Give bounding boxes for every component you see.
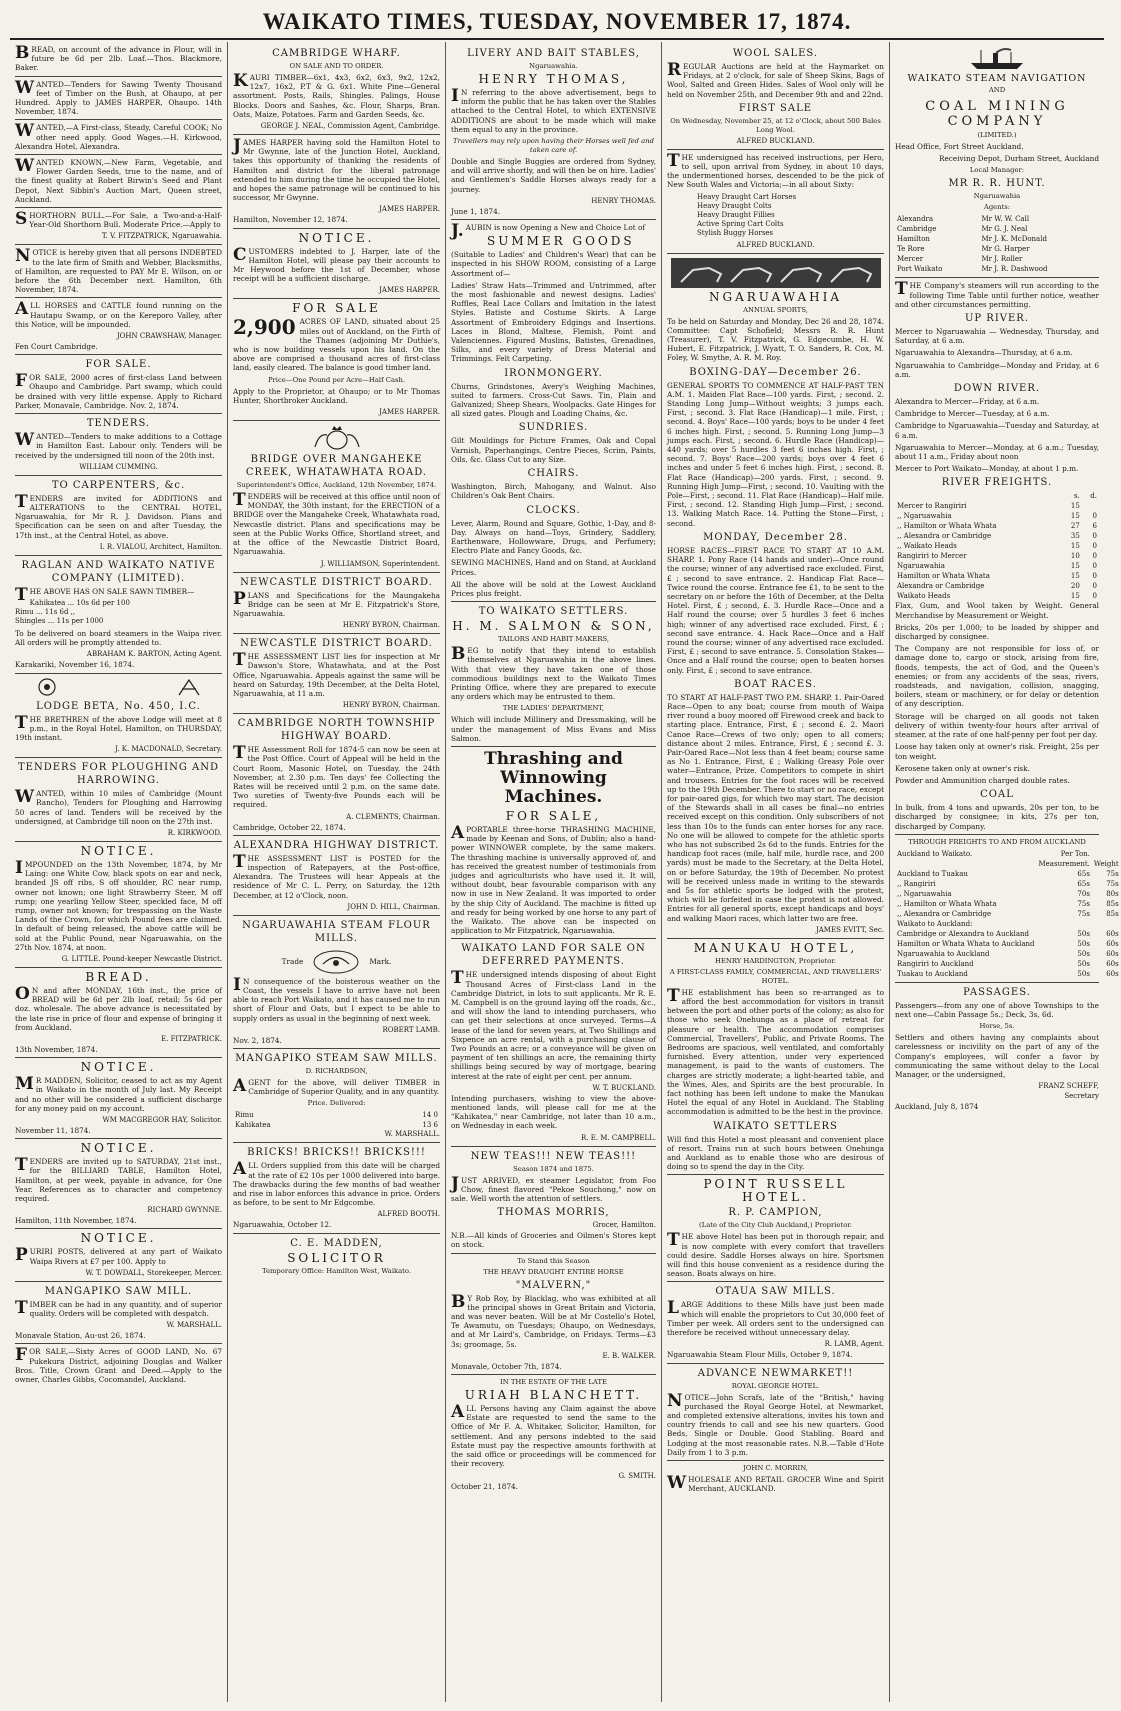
carpenters-signature: I. R. VIALOU, Architect, Hamilton. <box>99 542 222 551</box>
land-signature: W. T. BUCKLAND. <box>592 1083 656 1092</box>
ad-carpenters: TENDERS are invited for ADDITIONS and ALTERATIONS to the CENTRAL HOTEL, Ngaruawahia, for Mr R. J. Davidson. Plans and Specification can be seen on and after Tuesday, the 17th inst., at the Central Hotel, as above. <box>15 491 222 540</box>
for-sale-title-2: FOR SALE <box>292 301 381 316</box>
ad-newcastle2: THE ASSESSMENT LIST lies for inspection at Mr Dawson's Store, Whatawhata, and at the Post Office, Ngaruawahia. Appeals against the same will be heard on Saturday, 19th December, at the Delta Hotel, Ngaruawahia, at 11 a.m. <box>233 650 440 698</box>
morrin-name: JOHN C. MORRIN, <box>743 1463 808 1472</box>
table-row: Port Waikato Mr J. R. Dashwood <box>897 265 1048 274</box>
ad-customers: CUSTOMERS indebted to J. Harper, late of the Hamilton Hotel, will please pay their accounts to Mr Heywood before the 1st of December, whose receipt will be a sufficient discharge. <box>233 244 440 284</box>
msm-title: MANGAPIKO STEAM SAW MILLS. <box>235 1052 438 1064</box>
ad-notice-indebted: NOTICE is hereby given that all persons INDEBTED to the late firm of Smith and Webber, Blacksmiths, of Hamilton, are requested to PAY Mr E. Wilson, on or before the 6th December next. Hamilton, 6th November, 1874. <box>15 246 222 295</box>
ad-teas: JUST ARRIVED, ex steamer Legislator, from Foo Chow, finest flavored "Pekoe Souchong," now on sale. Well worth the attention of settlers. <box>451 1173 656 1204</box>
newcastle2-title: NEWCASTLE DISTRICT BOARD. <box>240 638 433 650</box>
first-sale-body: On Wednesday, November 25, at 12 o'Clock, about 500 Bales Long Wool. <box>670 116 881 134</box>
thrash-title: Thrashing and Winnowing Machines. <box>484 748 623 807</box>
msm-price-table <box>233 1110 440 1130</box>
horses-place: Fen Court Cambridge. <box>15 342 98 352</box>
msm-signature: W. MARSHALL. <box>384 1130 440 1139</box>
ad-otaua: LARGE Additions to these Mills have just been made which will enable the proprietors to Cut 30,000 feet of Timber per week. All orders sent to the undersigned can therefore be received without unnecessary delay. <box>667 1298 884 1338</box>
sports-signature: JAMES EVITT, Sec. <box>815 925 884 934</box>
flour-title: NGARUAWAHIA STEAM FLOUR MILLS. <box>242 919 431 944</box>
list-item: Heavy Draught Fillies <box>697 210 775 219</box>
down-1: Alexandra to Mercer—Friday, at 6 a.m. <box>895 397 1040 407</box>
salmon-sub: TAILORS AND HABIT MAKERS, <box>497 635 610 644</box>
mangapiko-title: MANGAPIKO SAW MILL. <box>44 1285 193 1297</box>
table-row: Auckland to Tuakau 65s 75s <box>897 869 1119 878</box>
boat-races: BOAT RACES. <box>734 678 817 690</box>
thomas-travellers: Travellers may rely upon having their Horses well fed and taken care of. <box>453 137 654 155</box>
table-row: ,, Hamilton or Whata Whata 75s 85s <box>897 899 1119 908</box>
manager-name: MR R. R. HUNT. <box>948 178 1046 190</box>
otaua-title: OTAUA SAW MILLS. <box>715 1286 836 1298</box>
ad-kauri: KAURI TIMBER—6x1, 4x3, 6x2, 6x3, 9x2, 12x2, 12x7, 16x2, P.T & G. 6x1. White Pine—General assortment. Posts, Rails, Shingles. Palings, House Blocks. Doors and Sashes, &c. Flour, Sharps, Bran. Oats, Maize, Potatoes. Farm and Garden Seeds, &c. <box>233 71 440 119</box>
ad-thomas: IN referring to the above advertisement, begs to inform the public that he has taken over the Stables attached to the Central Hotel, to which EXTENSIVE ADDITIONS are about to be made which will make them equal to any in the province. <box>451 86 656 134</box>
table-row: Hamilton or Whata Whata to Auckland 50s 60s <box>897 939 1119 948</box>
coal-body: In bulk, from 4 tons and upwards, 20s per ton, to be discharged by consignee; in kits, 27s per ton, discharged by Company. <box>895 803 1099 831</box>
wool-signature: ALFRED BUCKLAND. <box>736 136 815 145</box>
monday-title: MONDAY, December 28. <box>703 531 848 543</box>
plough-title: TENDERS FOR PLOUGHING AND HARROWING. <box>17 762 219 787</box>
flax-note: Flax, Gum, and Wool taken by Weight. General Merchandise by Measurement or Weight. <box>895 601 1099 620</box>
table-row: Cambridge or Alexandra to Auckland 50s 60s <box>897 929 1119 938</box>
manukau-sub: A FIRST-CLASS FAMILY, COMMERCIAL, AND TRAVELLERS' HOTEL. <box>669 967 882 985</box>
raglan-delivery: To be delivered on board steamers in the Waipa river. All orders will be promptly attended to. <box>15 628 222 648</box>
cambridge-wharf-sub: ON SALE AND TO ORDER. <box>289 62 384 70</box>
carpenters-title: TO CARPENTERS, &c. <box>51 479 186 491</box>
table-row: Mercer to Rangiriri 15 <box>897 502 1080 511</box>
freights-table <box>895 491 1099 601</box>
kerosene-note: Kerosene taken only at owner's risk. <box>895 763 1030 773</box>
list-item: Active Spring Cart Colts <box>697 219 784 228</box>
sports-body: To be held on Saturday and Monday, Dec 26 and 28, 1874. Committee: Capt Schofield; Messrs R. R. Hunt (Treasurer), T. V. Fitzpatrick, G. Edgecumbe, H. W. Hubert, E. Fitzpatrick, J. Wyatt, T. O. Sanders, R. Cox, M. Foley, W. Smythe, A. R. M. Roy. <box>667 316 884 363</box>
bricks-signature: ALFRED BOOTH. <box>377 1210 440 1219</box>
horse-race-icon <box>671 258 881 288</box>
agents-label: Agents: <box>983 203 1011 212</box>
sundries-title: SUNDRIES. <box>518 422 589 434</box>
estate-signature: G. SMITH. <box>618 1471 656 1480</box>
masonic-emblems-icon <box>29 677 209 697</box>
monday-events: HORSE RACES—FIRST RACE TO START AT 10 A.M. SHARP. 1. Pony Race (14 hands and under)—Once round the course; winner of any advertised race excluded. First, £ ; second to save entrance. 2. Handicap Flat Race—Twice round the course. Entrance fee £1, to be sent to the secretary on or before the 16th of December, at the Delta Hotel. First, £ ; second, £. 3. Hurdle Race—Once and a Half round the course; over 5 hurdles 3 feet 6 inches high; winner of any advertised race excluded. First, £ ; second save entrance. 4. Hack Race—Once and a Half round the course; winner of any advertised race excluded. First, £ ; second to save entrance. 5. Consolation Stakes—Once and a Half round the course; open to beaten horses only. First, £ ; second to save entrance. <box>667 545 884 675</box>
trade-label: Trade <box>281 956 304 966</box>
russell-sub: (Late of the City Club Auckland,) Proprietor. <box>699 1221 852 1230</box>
ad-newcastle1: PLANS and Specifications for the Maungakeha Bridge can be seen at Mr E. Fitzpatrick's Store, Ngaruawahia. <box>233 588 440 618</box>
columns <box>10 42 1119 1702</box>
bread-signature: E. FITZPATRICK. <box>161 1035 222 1043</box>
table-row: ,, Waikato Heads 15 0 <box>897 542 1097 551</box>
alex-signature: JOHN D. HILL, Chairman. <box>347 902 440 911</box>
list-item: Heavy Draught Cart Horses <box>697 192 797 201</box>
trademark-icon <box>309 949 363 975</box>
bread-title: BREAD. <box>85 969 152 984</box>
head-office: Head Office, Fort Street Auckland. <box>895 142 1024 151</box>
coal-heading: COAL <box>980 789 1014 801</box>
thrash-sale: FOR SALE, <box>505 808 602 823</box>
complaints-note: Settlers and others having any complaints about carelessness or incivility on the part of any of the Company's employees, will confer a favor by communicating the same without delay to the Local Manager, or the undersigned, <box>895 1033 1099 1079</box>
thomas-signature: HENRY THOMAS. <box>591 196 656 205</box>
bread-date: 13th November, 1874. <box>15 1045 98 1054</box>
manukau-settlers: WAIKATO SETTLERS <box>713 1120 838 1132</box>
cnt-signature: A. CLEMENTS, Chairman. <box>346 812 440 821</box>
coal-mining-title: COAL MINING COMPANY <box>925 99 1069 129</box>
acres-apply: Apply to the Proprietor, at Ohaupo; or to Mr Thomas Hunter, Shortbroker Auckland. <box>233 386 440 405</box>
bridge-office: Superintendent's Office, Auckland, 12th November, 1874. <box>236 481 437 490</box>
table-row: ,, Alexandra or Cambridge 35 0 <box>897 532 1097 541</box>
table-row: Ngaruawahia 15 0 <box>897 562 1097 571</box>
manukau-title: MANUKAU HOTEL, <box>693 940 858 955</box>
horse-signature: E. B. WALKER. <box>602 1351 656 1360</box>
stand-season: To Stand this Season <box>517 1256 590 1265</box>
newmarket-sub: ROYAL GEORGE HOTEL. <box>731 1381 820 1390</box>
summer-goods: SUMMER GOODS <box>487 234 635 249</box>
russell-name: R. P. CAMPION, <box>728 1207 823 1219</box>
summer-sub: (Suitable to Ladies' and Children's Wear) that can be inspected in his SHOW ROOM, consisting of a Large Assortment of— <box>451 250 656 278</box>
aubin-intro: J.AUBIN is now Opening a New and Choice Lot of <box>451 221 646 242</box>
loose-hay-note: Loose hay taken only at owner's risk. Freight, 25s per ton weight. <box>895 742 1099 761</box>
land-signature-2: R. E. M. CAMPBELL. <box>581 1133 656 1142</box>
ad-billiard: TENDERS are invited up to SATURDAY, 21st inst., for the BILLIARD TABLE, Hamilton Hotel, Hamilton, at per week, payable in advance, for One Year. References as to character and competency required. <box>15 1155 222 1204</box>
ad-salmon: BEG to notify that they intend to establish themselves at Ngaruawahia in the above lines. With that view they have taken one of those commodious buildings next to the Waikato Times Printing Office, where they are prepared to execute any orders which may be entrusted to them. <box>451 644 656 702</box>
horses-signature: JOHN CRAWSHAW, Manager. <box>116 332 222 341</box>
table-row: Mercer Mr J. Roller <box>897 255 1023 264</box>
morris-role: Grocer, Hamilton. <box>592 1221 656 1230</box>
masthead: WAIKATO TIMES, TUESDAY, NOVEMBER 17, 1874. <box>262 9 852 34</box>
ad-manukau: THE establishment has been so re-arranged as to afford the best accommodation for visitors in transit between the port and other ports of the colony; as also for those who seek Onehunga as a place of retreat for pleasure or health. The accommodation comprises Commercial, Travellers', Public, and Private Rooms. The Bedrooms are spacious, well ventilated, and comfortably furnished. Every attention, under very experienced management, is paid to the wants of customers. The charges are strictly moderate; a light-hearted table, and the Wines, Ales, and Spirits are the best procurable. In fact nothing has been left undone to make the Manukau Hotel the equal of any Hotel in Auckland. The Stabling accommodation is admitted to be the best in the province. <box>667 985 884 1117</box>
trade-mark <box>233 949 440 975</box>
ironmongery-title: IRONMONGERY. <box>504 367 603 379</box>
cnt-date: Cambridge, October 22, 1874. <box>233 822 346 832</box>
ad-acres <box>233 317 440 372</box>
customers-signature: JAMES HARPER. <box>379 286 440 295</box>
table-row: ,, Hamilton or Whata Whata 27 6 <box>897 522 1097 531</box>
list-item: Kahikatea ... 10s 6d per 100 <box>29 598 130 607</box>
table-row: Te Rore Mr G. Harper <box>897 245 1030 254</box>
livery-place: Ngaruawahia. <box>529 62 578 70</box>
estate-title: IN THE ESTATE OF THE LATE <box>500 1378 607 1387</box>
ad-for-sale-2: FOR SALE,—Sixty Acres of GOOD LAND, No. 67 Pukekura District, adjoining Douglas and Walker Bros. Title, Crown Grant and Deed.—Apply to the owner, Charles Gibbs, Cocomandel, Auckland. <box>15 1345 222 1385</box>
billiard-signature: RICHARD GWYNNE. <box>147 1206 222 1215</box>
raglan-signature: ABRAHAM K. BARTON, Acting Agent. <box>86 650 222 659</box>
flour-signature: ROBERT LAMB. <box>382 1025 440 1034</box>
up-river: UP RIVER. <box>964 313 1030 325</box>
acres-text: ACRES OF LAND, situated about 25 miles out of Auckland, on the Firth of the Thames (adjoining Mr Duthie's, who is now building vessels upon his land. On the above are comprised a thousand acres of first-class land, easily cleared. The balance is good timber land. <box>233 317 440 373</box>
clocks-title: CLOCKS. <box>526 504 581 516</box>
ad-msm: AGENT for the above, will deliver TIMBER in Cambridge of Superior Quality, and in any quantity. <box>233 1075 440 1097</box>
acres-price: Price—One Pound per Acre—Half Cash. <box>267 375 406 384</box>
raglan-title: RAGLAN AND WAIKATO NATIVE COMPANY (LIMITED). <box>21 559 216 584</box>
tenders-title: TENDERS. <box>86 418 151 430</box>
ad-land: THE undersigned intends disposing of about Eight Thousand Acres of First-class Land in the Cambridge District, in lots to suit applicants. Mr R. E. M. Campbell is on the ground laying off the roads, &c., and will show the land to intending purchasers, who can get their selections at once surveyed. Terms—A lease of the land for seven years, at Two Shillings and Sixpence an acre rental, with a purchasing clause of Two Pounds an acre; or a conveyance will be given on payment of ten shillings an acre, the remaining thirty shillings being secured by way of mortgage, bearing interest at the rate of eight per cent. per annum. <box>451 968 656 1081</box>
morris-nb: N.B.—All kinds of Groceries and Oilmen's Stores kept on stock. <box>451 1231 656 1250</box>
river-freights: RIVER FREIGHTS. <box>941 477 1053 489</box>
madden-signature: WM MACGREGOR HAY, Solicitor. <box>102 1116 222 1125</box>
ad-alex: THE ASSESSMENT LIST is POSTED for the inspection of Ratepayers, at the Post-office, Alexandra. The Trustees will hear Appeals at the residence of Mr C. L. Perry, on Saturday, the 12th December, at 12 o'Clock, noon. <box>233 851 440 900</box>
ad-harper: JAMES HARPER having sold the Hamilton Hotel to Mr Gwynne, late of the Junction Hotel, Auckland, takes this opportunity of thanking the residents of Hamilton and district for the liberal patronage extended to him during the time he occupied the Hotel, and hopes the same patronage will be continued to his successor, Mr Gwynne. <box>233 136 440 203</box>
horse-date: Monavale, October 7th, 1874. <box>451 1361 562 1371</box>
column-5 <box>890 42 1119 1702</box>
ad-bread-price: BREAD, on account of the advance in Flour, will in future be 6d per 2lb. Loaf.—Thos. Blackmore, Baker. <box>15 43 222 73</box>
table-header: Waikato to Auckland: <box>897 919 973 928</box>
impounded-signature: G. LITTLE. Pound-keeper Newcastle District. <box>61 954 222 963</box>
harper-signature: JAMES HARPER. <box>379 205 440 214</box>
down-5: Mercer to Port Waikato—Monday, at about 1 p.m. <box>895 464 1079 474</box>
billiard-date: Hamilton, 11th November, 1874. <box>15 1216 137 1226</box>
receiving-depot: Receiving Depot, Durham Street, Auckland <box>939 154 1099 164</box>
settlers-title: TO WAIKATO SETTLERS. <box>478 606 629 618</box>
list-item: Rimu ... 11s 6d ,, <box>15 607 76 616</box>
madden-role: SOLICITOR <box>287 1250 386 1265</box>
clock-items: Lever, Alarm, Round and Square, Gothic, 1-Day, and 8-Day. Always on hand—Toys, Grindery, Saddlery, Earthenware, Hollowware, Drugs, and Perfumery; Electro Plate and Fancy Goods, &c. <box>451 518 656 556</box>
estate-name: URIAH BLANCHETT. <box>464 1388 643 1403</box>
summer-items: Ladies' Straw Hats—Trimmed and Untrimmed, after the most fashionable and newest designs. Ladies' Ruffles, Real Lace Collars and Imitation in the latest Styles. Batiste and Costume Skirts. A Large Assortment of Embroidery Edgings and Insertions. Laces in Blond, Maltese, Flemish, Point and Valenciennes. Figured Muslins, Batistes, Grenadines, Silks, and every variety of Dress Material and Trimmings. Felt Carpeting. <box>451 280 656 364</box>
teas-title: NEW TEAS!!! NEW TEAS!!! <box>470 1150 637 1162</box>
ad-horses-sale: THE undersigned has received instructions, per Hero, to sell, upon arrival from Sydney, in about 10 days, the undermentioned horses, descended to be the pick of New South Wales and Victoria;—in all about Sixty: <box>667 150 884 190</box>
raglan-date: Karakariki, November 16, 1874. <box>15 660 135 670</box>
table-row: Rimu 14 0 <box>235 1111 438 1120</box>
steamers-notice: THE Company's steamers will run according to the following Time Table until further notice, weather and other circumstances permitting. <box>895 279 1099 309</box>
table-row: ,, Alexandra or Cambridge 75s 85s <box>897 909 1119 918</box>
newmarket-title: ADVANCE NEWMARKET!! <box>697 1367 854 1379</box>
first-sale: FIRST SALE <box>738 102 813 114</box>
livery-title: LIVERY AND BAIT STABLES, <box>467 48 640 59</box>
down-4: Ngaruawahia to Mercer—Monday, at 6 a.m.; Tuesday, about 11 a.m., Friday about noon <box>895 442 1099 462</box>
horse-title: THE HEAVY DRAUGHT ENTIRE HORSE <box>483 1267 624 1276</box>
ad-wanted-cook: WANTED,—A First-class, Steady, Careful COOK; No other need apply. Good Wages.—H. Kirkwood, Alexandra Hotel, Alexandra. <box>15 121 222 151</box>
ad-cnt: THE Assessment Roll for 1874-5 can now be seen at the Post Office. Court of Appeal will be held in the Court Room, Masonic Hotel, on Tuesday, the 24th November, at 2.30 p.m. Ten days' fee Collecting the Rates will be received until 2 p.m. on the same date. Two sureties of Twenty-five Pounds each will be required. <box>233 743 440 810</box>
morris-name: THOMAS MORRIS, <box>497 1207 610 1219</box>
thomas-name: HENRY THOMAS, <box>478 72 629 86</box>
acres-number: 2,900 <box>233 315 296 340</box>
manukau-prop: HENRY HARDINGTON, Proprietor. <box>715 956 836 965</box>
land-title: WAIKATO LAND FOR SALE ON DEFERRED PAYMENTS. <box>461 943 646 968</box>
cnt-title: CAMBRIDGE NORTH TOWNSHIP HIGHWAY BOARD. <box>237 718 436 743</box>
ad-estate: ALL Persons having any Claim against the above Estate are requested to send the same to the Office of Mr F. A. Whitaker, Solicitor, Hamilton, for settlement. And any persons indebted to the said Estate must pay the respective amounts forthwith at the said office or proceedings will be commenced for their recovery. <box>451 1402 656 1469</box>
mark-label: Mark. <box>369 956 392 966</box>
kauri-signature: GEORGE J. NEAL, Commission Agent, Cambridge. <box>260 122 440 131</box>
limited: (LIMITED.) <box>977 131 1017 139</box>
list-item: Stylish Buggy Horses <box>697 228 774 237</box>
secretary-name: FRANZ SCHEFF, <box>1038 1082 1099 1091</box>
up-1: Mercer to Ngaruawahia — Wednesday, Thursday, and Saturday, at 6 a.m. <box>895 327 1099 346</box>
table-header: s. d. <box>1073 492 1097 501</box>
estate-date: October 21, 1874. <box>451 1481 519 1491</box>
steamer-illustration <box>895 47 1099 71</box>
table-row: Rangiriri to Mercer 10 0 <box>897 552 1097 561</box>
ad-newmarket: NOTICE—John Scrafs, late of the "British," having purchased the Royal George Hotel, at Newmarket, and completed extensive alterations, invites his town and country friends to call and see his new quarters. Good Beds, Single or Double. Good Stabling. Board and Lodging at the most reasonable rates. N.B.—Table d'Hote Daily from 1 to 3 p.m. <box>667 1390 884 1457</box>
ad-impounded: IMPOUNDED on the 13th November, 1874, by Mr Laing: one White Cow, black spots on ear and neck, branded JS off ribs, S off shoulder, RC near rump, owner not known; one light Strawberry Steer, M off rump; one yearling Yellow Steer, speckled face, M off rump, owner not known; for trespassing on the Waste Lands of the Crown, for which Pound fees are claimed. In default of being released, the above cattle will be sold at the Public Pound, near Ngaruawahia, on the 27th Nov. 1874, at noon. <box>15 857 222 952</box>
ad-flour: IN consequence of the boisterous weather on the Coast, the vessels I have to arrive have not been able to reach Port Waikato, and it has caused me to run short of Flour and Oats, but I expect to be able to supply orders as usual in the beginning of next week. <box>233 974 440 1023</box>
acres-signature: JAMES HARPER. <box>379 408 440 417</box>
teas-season: Season 1874 and 1875. <box>513 1164 594 1173</box>
wool-title: WOOL SALES. <box>732 48 819 59</box>
iron-items: Churns, Grindstones, Avery's Weighing Machines, suited to farmers. Cross-Cut Saws. Tin, Plain and Galvanized; Sheep Shears, Woolpacks. Gate Hinges for all sized gates. Plough and Loading Chains, &c. <box>451 381 656 419</box>
list-item: Shingles ... 11s per 1000 <box>15 616 104 625</box>
lodge-signature: J. K. MACDONALD, Secretary. <box>115 745 222 754</box>
passages-body: Passengers—from any one of above Townships to the next one—Cabin Passage 5s.; Deck, 3s, 6d. <box>895 1000 1099 1019</box>
agents-table <box>895 214 1099 274</box>
tenders-signature: WILLIAM CUMMING. <box>79 462 158 471</box>
puriri-signature: W. T. DOWDALL, Storekeeper, Mercer. <box>85 1268 222 1277</box>
horse-passage: Horse, 5s. <box>979 1022 1015 1031</box>
down-river: DOWN RIVER. <box>953 383 1041 395</box>
table-row: Rangiriri to Auckland 50s 60s <box>897 959 1119 968</box>
mangapiko-signature: W. MARSHALL. <box>166 1321 222 1330</box>
table-header: Auckland to Waikato. Per Ton. <box>897 849 1090 858</box>
ad-russell: THE above Hotel has been put in thorough repair, and is now complete with every comfort that travellers could desire. Saddle Horses always on hire. Sportsmen will find this house convenient as a residence during the season. Boats always on hire. <box>667 1230 884 1279</box>
ad-horse: BY Rob Roy, by Blacklag, who was exhibited at all the principal shows in Great Britain and Victoria, and was never beaten. Will be at Mr Costello's Hotel, Te Awamutu, on Tuesdays; Ohaupo, on Wednesdays, and at Mr Laird's, Cambridge, on Fridays. Terms—£3 3s; groomage, 5s. <box>451 1291 656 1349</box>
secretary-date: Auckland, July 8, 1874 <box>895 1102 979 1112</box>
table-row: Tuakau to Auckland 50s 60s <box>897 969 1119 978</box>
through-title: THROUGH FREIGHTS TO AND FROM AUCKLAND <box>908 837 1086 846</box>
table-row: Alexandra Mr W. W. Call <box>897 215 1030 224</box>
raglan-prices <box>15 599 222 626</box>
otaua-place: Ngaruawahia Steam Flour Mills, October 9, 1874. <box>667 1350 853 1360</box>
russell-title: POINT RUSSELL HOTEL. <box>703 1177 848 1205</box>
column-4 <box>662 42 890 1702</box>
bricks-date: Ngaruawahia, October 12. <box>233 1220 332 1230</box>
liability-note: The Company are not responsible for loss of, or damage done to, cargo or stock, arising from fire, floods, tempests, the act of God, and the Queen's enemies; or from any accidents of the seas, rivers, roadsteads, and navigation, collision, snagging, boilers, steam or machinery, or for delay or detention of any description. <box>895 644 1099 709</box>
otaua-signature: R. LAMB, Agent. <box>824 1340 884 1349</box>
race-illustration <box>667 258 884 288</box>
list-item: Heavy Draught Colts <box>697 201 772 210</box>
nav-and: AND <box>988 86 1006 94</box>
newcastle1-title: NEWCASTLE DISTRICT BOARD. <box>240 576 433 588</box>
for-sale-title: FOR SALE. <box>85 359 152 371</box>
ad-bridge: TENDERS will be received at this office until noon of MONDAY, the 30th instant, for the ERECTION of a BRIDGE over the Mangaheke Creek, Whatawhata road, Newcastle district. Plans and specifications may be seen at the Public Works Office, Shortland street, and at the office of the Newcastle District Board, Ngaruawahia. <box>233 490 440 557</box>
ad-mangapiko: TIMBER can be had in any quantity, and of superior quality. Orders will be completed with despatch. <box>15 1297 222 1319</box>
mangapiko-date: Monavale Station, Au-ust 26, 1874. <box>15 1331 146 1341</box>
column-1 <box>10 42 228 1702</box>
masthead-rule <box>10 38 1104 40</box>
boat-events: TO START AT HALF-PAST TWO P.M. SHARP. 1. Pair-Oared Race—Open to any boat; course from mouth of Waipa river round a buoy moored off Firewood creek and back to starting place. Entrance, First, £ ; second £. 2. Maori Canoe Race—Crews of two only; open to all comers; distance about 2 miles. Entrance, First, £ ; second £. 3. Pair-Oared Race—Not less than 4 feet beam; course same as No 1. Entrance, First, £ ; Walking Greasy Pole over water—Entrance, Prize. Competitors to compete in shirt and trousers. Entries for the foot races will be received up to the 19th December. There to start or no race, except for pair-oared gigs, for which two may start. The decision of the Stewards shall in all cases be final—no entries received except on this condition. Only subscribers of not less than 10s to the funds can enter horses for any race. No one will be allowed to compete for the athletic sports who has not subscribed 2s 6d to the funds. Entries for the handicap foot races (mile, half mile, hurdle race, and 200 yards) must be made to the Secretary, at the Delta Hotel, on or before Saturday, the 19th of December. No protest will be received unless made in writing to the stewards and 5s for athletic sports be lodged with the protest, which will be forfeited in case the protest is not allowed. Entries for all general sports, except handicaps and boys' and walking Maori races, which latter two are free. <box>667 692 885 923</box>
ad-bread: ON and after MONDAY, 16th inst., the price of BREAD will be 6d per 2lb loaf, retail; 5s 6d per doz. wholesale. The above advance is necessitated by the late rise in price of flour and expense of bringing it from Auckland. <box>15 983 222 1032</box>
ad-thrash: APORTABLE three-horse THRASHING MACHINE, made by Keenan and Sons, of Dublin; also a hand-power WINNOWER complete, by the same makers. The thrashing machine is universally approved of, and has received the greatest number of testimonials from judges and agriculturists who have used it. It will, without doubt, bear favourable comparison with any now in use in New Zealand. It was imported to order by the ship City of Auckland. The machine is fitted up and ready for being worked by one horse to any part of the Waikato. The above can be inspected on application to Mr Fitzpatrick, Ngaruawahia. <box>451 822 656 936</box>
notice-title: NOTICE. <box>298 230 375 245</box>
lodge-emblems <box>15 677 222 697</box>
ad-puriri: PURIRI POSTS, delivered at any part of Waikato Waipa Rivers at £7 per 100. Apply to <box>15 1245 222 1266</box>
newcastle2-signature: HENRY BYRON, Chairman. <box>342 701 440 710</box>
flour-date: Nov. 2, 1874. <box>233 1035 282 1045</box>
horses-list <box>667 193 884 238</box>
up-2: Ngaruawahia to Alexandra—Thursday, at 6 a.m. <box>895 348 1073 358</box>
table-row: Cambridge Mr G. J. Neal <box>897 225 1028 234</box>
table-row: Hamilton Mr J. K. McDonald <box>897 235 1047 244</box>
crown-emblem <box>233 425 440 451</box>
table-row: Kahikatea 13 6 <box>235 1121 438 1130</box>
table-row: Alexandra or Cambridge 20 0 <box>897 582 1097 591</box>
bridge-title: BRIDGE OVER MANGAHEKE CREEK, WHATAWHATA ROAD. <box>245 454 428 479</box>
shorthorn-signature: T. V. FITZPATRICK, Ngaruawahia. <box>101 232 222 241</box>
harper-date: Hamilton, November 12, 1874. <box>233 215 348 225</box>
chair-items: Washington, Birch, Mahogany, and Walnut. Also Children's Oak Bent Chairs. <box>451 482 656 501</box>
ad-plough: WANTED, within 10 miles of Cambridge (Mount Rancho), Tenders for Ploughing and Harrowing 50 acres of land. Tenders will be received by the undersigned, at Cambridge till noon on the 27th inst. <box>15 787 222 826</box>
ad-horses-cattle: ALL HORSES and CATTLE found running on the Hautapu Swamp, or on the Kereporo Valley, after this Notice, will be impounded. <box>15 299 222 329</box>
newcastle1-signature: HENRY BYRON, Chairman. <box>342 621 440 630</box>
msm-sub: D. RICHARDSON, <box>305 1066 368 1075</box>
boxing-day: BOXING-DAY—December 26. <box>689 366 862 378</box>
secretary-role: Secretary <box>1064 1092 1099 1101</box>
thomas-date: June 1, 1874. <box>451 206 501 216</box>
table-row: ,, Rangiriri 65s 75s <box>897 879 1119 888</box>
up-3: Ngaruawahia to Cambridge—Monday and Friday, at 6 a.m. <box>895 360 1099 379</box>
table-row: ,, Ngaruawahia 70s 80s <box>897 889 1119 898</box>
ad-lodge: THE BRETHREN of the above Lodge will meet at 8 p.m., in the Royal Hotel, Hamilton, on THURSDAY, 19th instant. <box>15 712 222 742</box>
horse-name: "MALVERN," <box>515 1279 592 1291</box>
table-row: ,, Ngaruawahia 15 0 <box>897 512 1097 521</box>
cambridge-wharf-title: CAMBRIDGE WHARF. <box>272 48 401 59</box>
ad-wanted-known: WANTED KNOWN,—New Farm, Vegetable, and Flower Garden Seeds, true to the name, and of the finest quality at Robert Birwin's Seed and Plant Depot, Next Sibbin's Auction Mart, Queen street, Auckland. <box>15 156 222 204</box>
ad-tenders: WANTED—Tenders to make additions to a Cottage in Hamilton East. Labour only. Tenders will be received by the undersigned till noon of the 20th inst. <box>15 430 222 460</box>
manukau-settlers-body: Will find this Hotel a most pleasant and convenient place of resort. Trains run at such hours between Onehunga and Auckland as to enable those who are desirous of doing so to spend the day in the City. <box>667 1134 884 1172</box>
ad-wanted-sawing: WANTED—Tenders for Sawing Twenty Thousand feet of Timber on the Bush, at Ohaupo, at per Hundred. Apply to JAMES HARPER, Ohaupo. 14th November, 1874. <box>15 77 222 117</box>
column-3 <box>446 42 662 1702</box>
lodge-title: LODGE BETA, No. 450, I.C. <box>36 700 201 712</box>
ladies-body: Which will include Millinery and Dressmaking, will be under the management of Miss Evans and Miss Salmon. <box>451 715 656 743</box>
plough-signature: R. KIRKWOOD. <box>167 828 222 837</box>
table-row: Hamilton or Whata Whata 15 0 <box>897 572 1097 581</box>
ad-bricks: ALL Orders supplied from this date will be charged at the rate of £2 10s per 1000 delivered into barge. The drawbacks during the few months of bad weather and rise in labor enforces this advance in price. Orders as before, to be sent to Mr Edgcombe. <box>233 1159 440 1208</box>
madden-office: Temporary Office: Hamilton West, Waikato. <box>261 1266 412 1275</box>
table-row: Waikato Heads 15 0 <box>897 592 1097 601</box>
local-manager: Local Manager: <box>969 166 1025 175</box>
horses-sale-signature: ALFRED BUCKLAND. <box>736 240 815 249</box>
madden-name: C. E. MADDEN, <box>290 1237 383 1249</box>
ad-morrin: WHOLESALE AND RETAIL GROCER Wine and Spirit Merchant, AUCKLAND. <box>667 1472 884 1494</box>
steamship-icon <box>967 47 1027 71</box>
salmon-name: H. M. SALMON & SON, <box>452 619 655 634</box>
land-close: Intending purchasers, wishing to view the above-mentioned lands, will please call for me at the "Kahikatea," near Cambridge, not later than 10 a.m., on Wednesday in each week. <box>451 1093 656 1131</box>
ad-for-sale: FOR SALE, 2000 acres of first-class Land between Ohaupo and Cambridge. Part swamp, which could be drained with very little expense. Apply to Richard Parker, Monavale, Cambridge. Nov. 2, 1874. <box>15 371 222 410</box>
aubin-close: All the above will be sold at the Lowest Auckland Prices plus freight. <box>451 579 656 598</box>
boxing-events: GENERAL SPORTS TO COMMENCE AT HALF-PAST TEN A.M. 1. Maiden Flat Race—100 yards. First, ; second. 2. Standing Long Jump—Without weights; 3 jumps each. First, ; second. 3. Flat Race (Handicap)—1 mile. First, ; second. 4. Boys' Race—100 yards; boys to be under 4 feet 6 inches high. First, ; second. 5. Running Long Jump—3 jumps each. First, ; second. 6. Hurdle Race (Handicap)—440 yards; over 5 hurdles 3 feet 6 inches high. First, ; second. 7. Boys' Race—200 yards; boys over 4 feet 6 inches and under 5 feet 6 inches high. First, ; second. 8. Flat Race (Handicap)—200 yards. First, ; second. 9. Running High Jump—First, ; second. 10. Vaulting with the Pole—First, ; second. 11. Flat Race (Handicap)—Half mile. First, ; second. 12. Standing High Jump—First, ; second. 13. Walking Match Race. 14. Putting the Stone—First, ; second. <box>667 380 884 528</box>
ad-raglan: THE ABOVE HAS ON SALE SAWN TIMBER— <box>15 584 195 605</box>
royal-arms-icon <box>307 425 367 451</box>
ad-wool: REGULAR Auctions are held at the Haymarket on Fridays, at 2 o'clock, for sale of Sheep Skins, Bags of Wool, Salted and Green Hides. Sales of Wool only will be held on November 25th, and December 9th and and 22nd. <box>667 60 884 99</box>
madden-date: November 11, 1874. <box>15 1126 91 1136</box>
column-2 <box>228 42 446 1702</box>
sundry-items: Gilt Mouldings for Picture Frames, Oak and Copal Varnish, Paperhangings, Centre Pieces, Scrim, Paints, Oils, &c. Glass Cut to any Size. <box>451 436 656 464</box>
bridge-signature: J. WILLIAMSON, Superintendent. <box>320 559 440 568</box>
table-row: Ngaruawahia to Auckland 50s 60s <box>897 949 1119 958</box>
manager-place: Ngaruawahia <box>973 192 1021 201</box>
sports-sub: ANNUAL SPORTS, <box>743 305 808 314</box>
notice3-title: NOTICE. <box>80 1141 157 1156</box>
notice2-title: NOTICE. <box>80 1060 157 1075</box>
notice4-title: NOTICE. <box>80 1231 157 1246</box>
chairs-title: CHAIRS. <box>527 468 580 480</box>
alex-title: ALEXANDRA HIGHWAY DISTRICT. <box>233 839 440 851</box>
sewing-machines: SEWING MACHINES, Hand and on Stand, at Auckland Prices. <box>451 558 656 577</box>
ladies-dept: THE LADIES' DEPARTMENT, <box>502 704 605 713</box>
through-table <box>895 849 1121 979</box>
ad-madden: MR MADDEN, Solicitor, ceased to act as my Agent in Waikato in the month of July last. My Receipt and no other will be considered a sufficient discharge for any money paid on my account. <box>15 1074 222 1113</box>
bricks-note: Bricks, 20s per 1,000; to be loaded by shipper and discharged by consignee. <box>895 622 1099 642</box>
table-header: Measurement. Weight <box>1038 859 1119 868</box>
bricks-title: BRICKS! BRICKS!! BRICKS!!! <box>247 1147 426 1159</box>
down-2: Cambridge to Mercer—Tuesday, at 6 a.m. <box>895 409 1050 419</box>
powder-note: Powder and Ammunition charged double rates. <box>895 775 1070 785</box>
ad-shorthorn: SHORTHORN BULL.—For Sale, a Two-and-a-Half-Year-Old Shorthorn Bull. Moderate Price.—Apply to <box>15 209 222 230</box>
storage-note: Storage will be charged on all goods not taken delivery of within twenty-four hours after arrival of steamer, at the rate of one half-penny per foot per day. <box>895 711 1099 740</box>
notice1-title: NOTICE. <box>80 843 157 858</box>
thomas-buggies: Double and Single Buggies are ordered from Sydney, and will arrive shortly, and will then be on hire. Ladies' and Gentlemen's Saddle Horses always ready for a journey. <box>451 157 656 194</box>
passages-title: PASSAGES. <box>963 986 1031 998</box>
msm-price: Price. Delivered: <box>307 1099 366 1108</box>
down-3: Cambridge to Ngaruawahia—Tuesday and Saturday, at 6 a.m. <box>895 421 1099 440</box>
nav-title: WAIKATO STEAM NAVIGATION <box>907 73 1087 84</box>
sports-title: NGARUAWAHIA <box>709 289 842 304</box>
